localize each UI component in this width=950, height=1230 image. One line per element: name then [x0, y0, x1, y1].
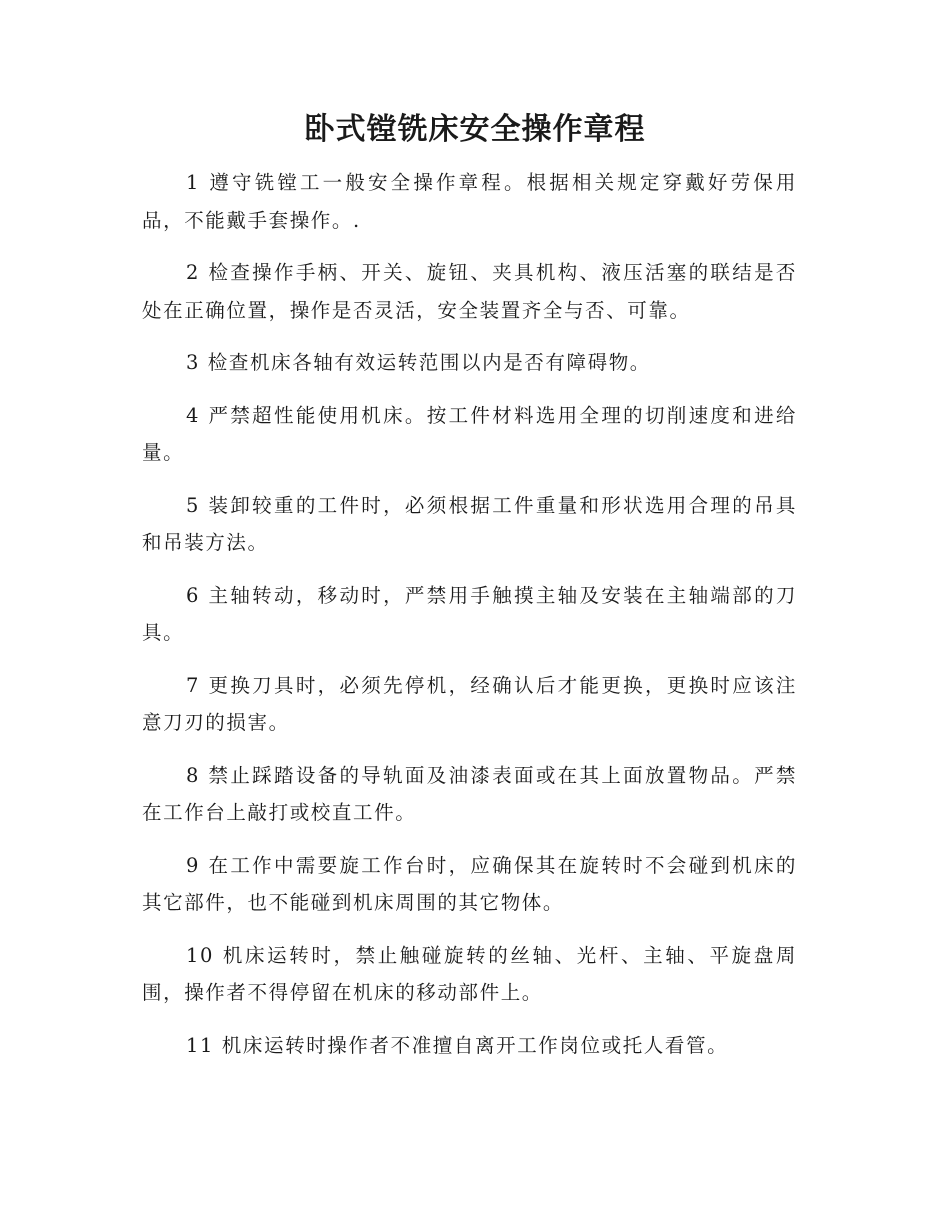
paragraph-6: 6 主轴转动，移动时，严禁用手触摸主轴及安装在主轴端部的刀具。: [142, 583, 797, 644]
document-title: 卧式镗铣床安全操作章程: [304, 112, 646, 147]
paragraph-3: 3 检查机床各轴有效运转范围以内是否有障碍物。: [186, 351, 651, 374]
paragraph-11: 11 机床运转时操作者不准擅自离开工作岗位或托人看管。: [186, 1033, 729, 1057]
paragraph-10: 10 机床运转时，禁止触碰旋转的丝轴、光杆、主轴、平旋盘周围，操作者不得停留在机床的移动部件上。: [142, 943, 797, 1004]
paragraph-9: 9 在工作中需要旋工作台时，应确保其在旋转时不会碰到机床的其它部件，也不能碰到机床周围的其它物体。: [142, 853, 797, 914]
paragraph-2: 2 检查操作手柄、开关、旋钮、夹具机构、液压活塞的联结是否处在正确位置，操作是否灵活，安全装置齐全与否、可靠。: [142, 261, 797, 322]
paragraph-7: 7 更换刀具时，必须先停机，经确认后才能更换，更换时应该注意刀刃的损害。: [142, 673, 797, 734]
paragraph-4: 4 严禁超性能使用机床。按工件材料选用全理的切削速度和进给量。: [142, 403, 797, 464]
paragraph-1: 1 遵守铣镗工一般安全操作章程。根据相关规定穿戴好劳保用品，不能戴手套操作。.: [142, 171, 797, 232]
document-body: [142, 164, 797, 1079]
paragraph-8: 8 禁止踩踏设备的导轨面及油漆表面或在其上面放置物品。严禁在工作台上敲打或校直工件。: [142, 763, 797, 824]
paragraph-5: 5 装卸较重的工件时，必须根据工件重量和形状选用合理的吊具和吊装方法。: [142, 493, 797, 554]
